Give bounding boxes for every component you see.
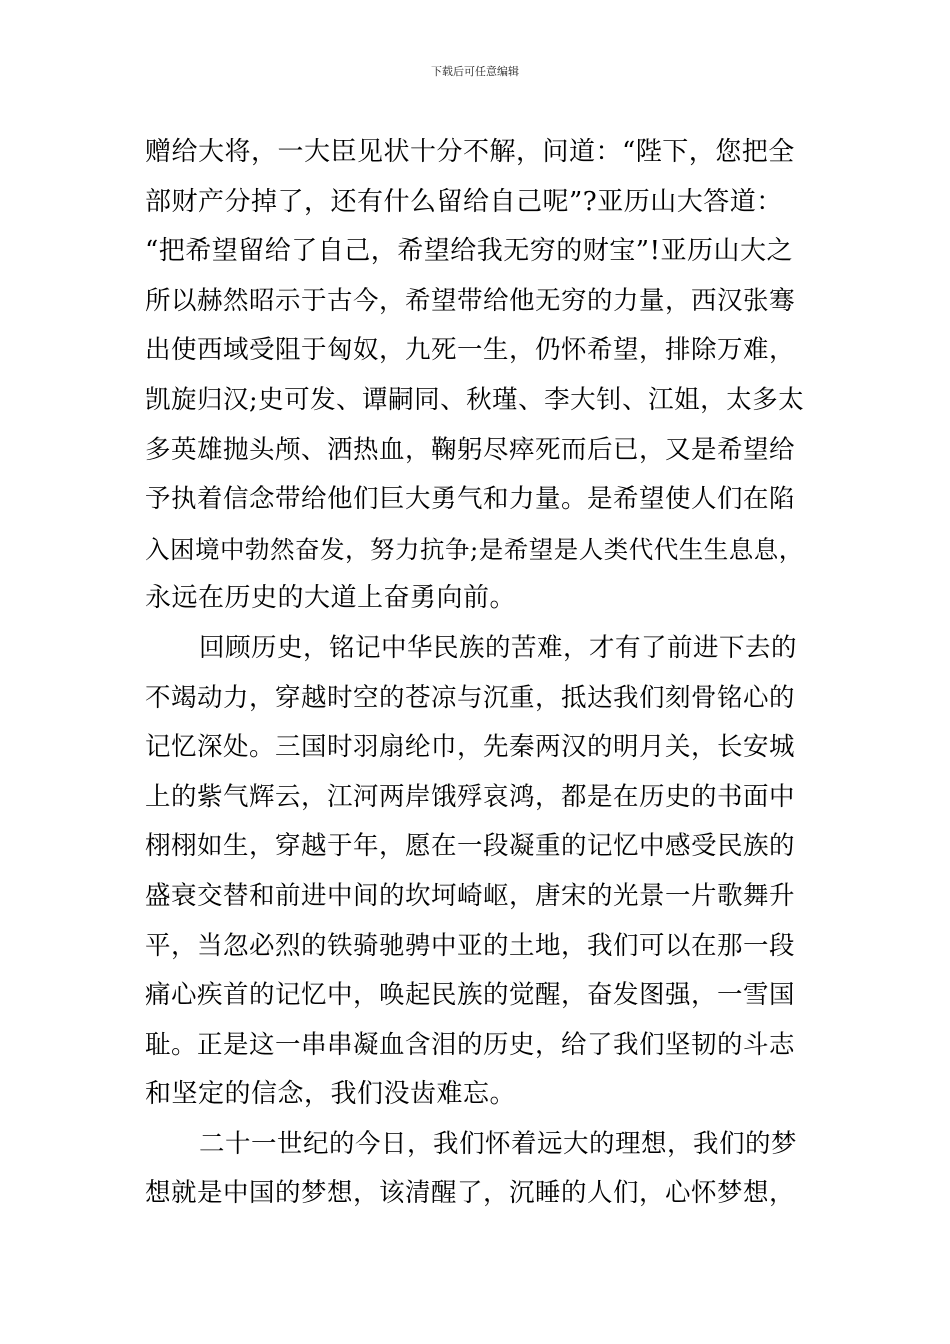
text-line: 耻。正是这一串串凝血含泪的历史，给了我们坚韧的斗志	[145, 1029, 796, 1060]
text-line: 盛衰交替和前进中间的坎坷崎岖，唐宋的光景一片歌舞升	[145, 880, 796, 911]
text-line: 部财产分掉了，还有什么留给自己呢”?亚历山大答道：	[145, 186, 783, 217]
text-line: 入困境中勃然奋发，努力抗争;是希望是人类代代生生息息，	[145, 534, 804, 564]
text-line: 所以赫然昭示于古今，希望带给他无穷的力量，西汉张骞	[145, 285, 796, 316]
text-line: 回顾历史，铭记中华民族的苦难，才有了前进下去的	[199, 632, 798, 663]
text-line: 凯旋归汉;史可发、谭嗣同、秋瑾、李大钊、江姐，太多太	[145, 384, 805, 415]
text-line: 上的紫气辉云，江河两岸饿殍哀鸿，都是在历史的书面中	[145, 781, 796, 812]
page-header: 下载后可任意编辑	[431, 65, 519, 78]
text-line: 栩栩如生，穿越于年，愿在一段凝重的记忆中感受民族的	[145, 831, 796, 862]
text-line: 二十一世纪的今日，我们怀着远大的理想，我们的梦	[199, 1128, 798, 1159]
body-text	[145, 128, 805, 1219]
text-line: 想就是中国的梦想，该清醒了，沉睡的人们，心怀梦想，	[145, 1178, 796, 1209]
text-line: 痛心疾首的记忆中，唤起民族的觉醒，奋发图强，一雪国	[145, 980, 796, 1011]
text-line: “把希望留给了自己，希望给我无穷的财宝”!亚历山大之	[145, 236, 794, 267]
text-line: 赠给大将，一大臣见状十分不解，问道：“陛下，您把全	[145, 137, 795, 167]
text-line: 平，当忽必烈的铁骑驰骋中亚的土地，我们可以在那一段	[145, 930, 796, 961]
text-line: 和坚定的信念，我们没齿难忘。	[145, 1079, 517, 1110]
text-line: 出使西域受阻于匈奴，九死一生，仍怀希望，排除万难，	[145, 335, 796, 366]
text-line: 记忆深处。三国时羽扇纶巾，先秦两汉的明月关，长安城	[145, 732, 796, 763]
text-line: 不竭动力，穿越时空的苍凉与沉重，抵达我们刻骨铭心的	[145, 682, 796, 713]
text-line: 永远在历史的大道上奋勇向前。	[145, 583, 517, 614]
text-line: 多英雄抛头颅、洒热血，鞠躬尽瘁死而后已，又是希望给	[145, 434, 796, 465]
text-line: 予执着信念带给他们巨大勇气和力量。是希望使人们在陷	[145, 484, 796, 515]
